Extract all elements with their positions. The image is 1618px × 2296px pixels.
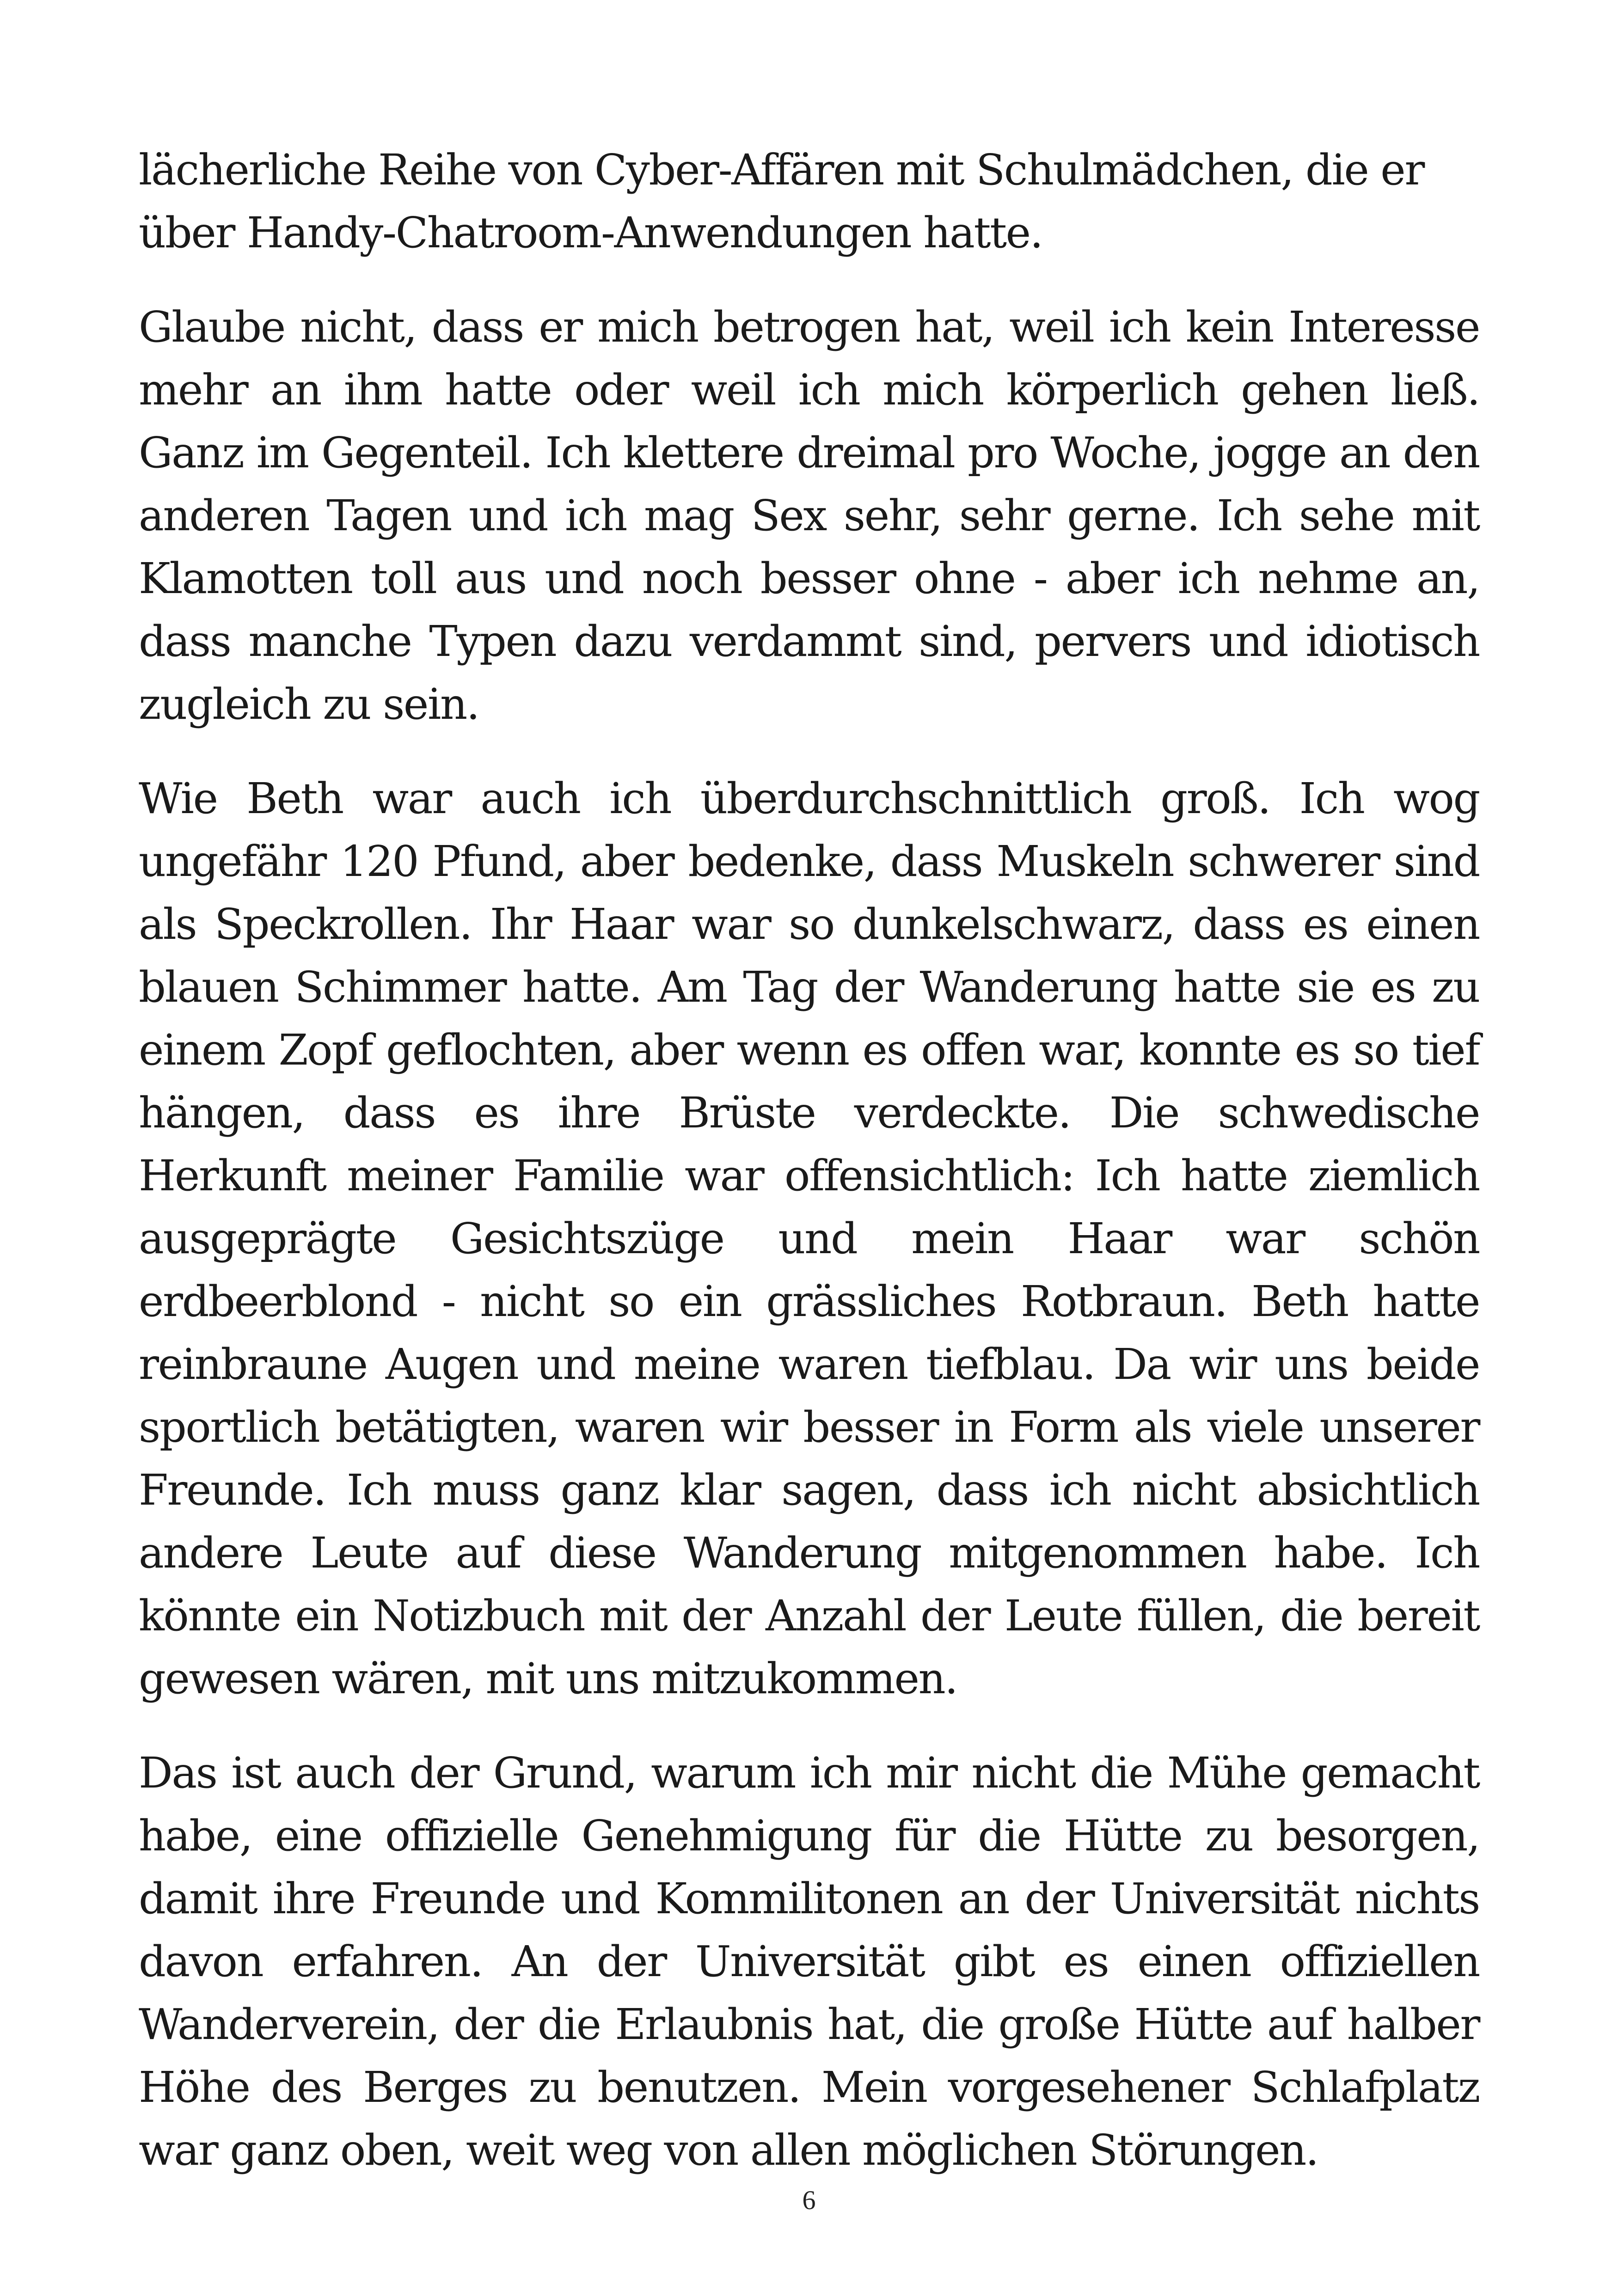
page-number: 6 — [802, 2185, 816, 2215]
body-text — [139, 139, 1479, 2213]
paragraph-1: lächerliche Reihe von Cyber-Affären mit Schulmädchen, die er über Handy-Chatroom-Anwendungen hatte. — [139, 145, 1424, 257]
paragraph-2: Glaube nicht, dass er mich betrogen hat, weil ich kein Interesse mehr an ihm hatte oder weil ich mich körperlich gehen ließ. Ganz im Gegenteil. Ich klettere dreimal pro Woche, jogge an den anderen Tagen und ich mag Sex sehr, sehr gerne. Ich sehe mit Klamotten toll aus und noch besser ohne - aber ich nehme an, dass manche Typen dazu verdammt sind, pervers und idiotisch zugleich zu sein. — [139, 302, 1479, 729]
paragraph-4: Das ist auch der Grund, warum ich mir nicht die Mühe gemacht habe, eine offizielle Genehmigung für die Hütte zu besorgen, damit ihre Freunde und Kommilitonen an der Universität nichts davon erfahren. An der Universität gibt es einen offiziellen Wanderverein, der die Erlaubnis hat, die große Hütte auf halber Höhe des Berges zu benutzen. Mein vorgesehener Schlafplatz war ganz oben, weit weg von allen möglichen Störungen. — [139, 1748, 1479, 2175]
paragraph-3: Wie Beth war auch ich überdurchschnittlich groß. Ich wog ungefähr 120 Pfund, aber bedenke, dass Muskeln schwerer sind als Speckrollen. Ihr Haar war so dunkelschwarz, dass es einen blauen Schimmer hatte. Am Tag der Wanderung hatte sie es zu einem Zopf geflochten, aber wenn es offen war, konnte es so tief hängen, dass es ihre Brüste verdeckte. Die schwedische Herkunft meiner Familie war offensichtlich: Ich hatte ziemlich ausgeprägte Gesichtszüge und mein Haar war schön erdbeerblond - nicht so ein grässliches Rotbraun. Beth hatte reinbraune Augen und meine waren tiefblau. Da wir uns beide sportlich betätigten, waren wir besser in Form als viele unserer Freunde. Ich muss ganz klar sagen, dass ich nicht absichtlich andere Leute auf diese Wanderung mitgenommen habe. Ich könnte ein Notizbuch mit der Anzahl der Leute füllen, die bereit gewesen wären, mit uns mitzukommen. — [139, 774, 1479, 1703]
